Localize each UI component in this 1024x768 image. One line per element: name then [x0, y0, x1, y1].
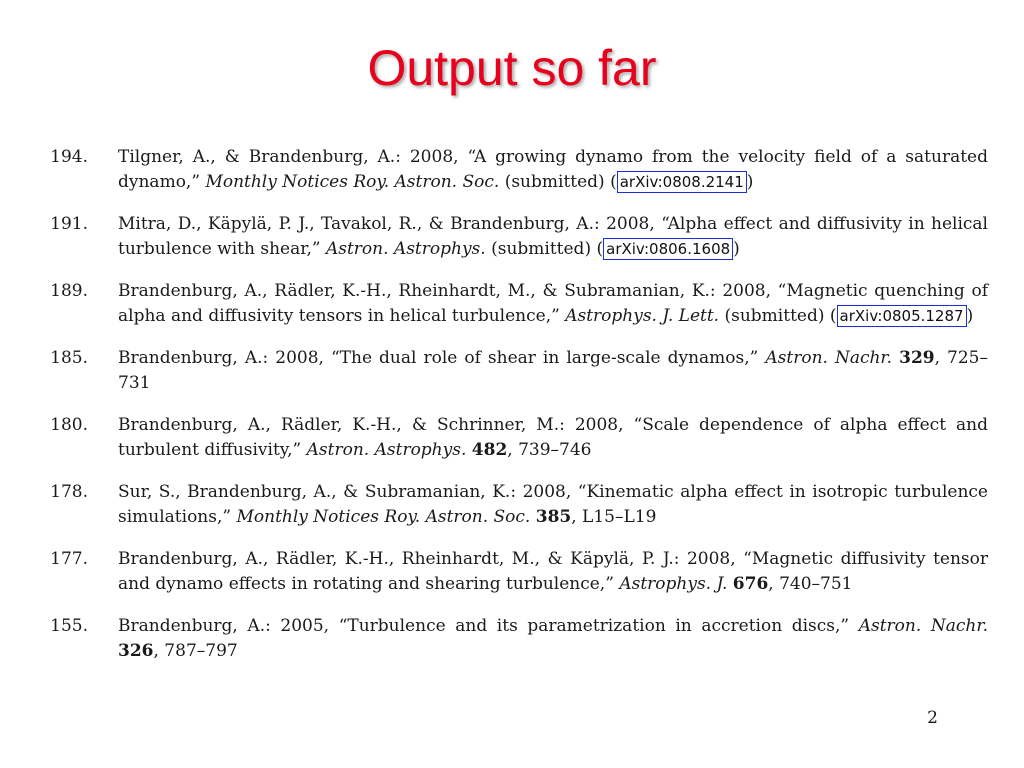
- reference-number: 191.: [50, 214, 88, 234]
- reference-number: 189.: [50, 281, 88, 301]
- reference-body: [88, 480, 988, 530]
- reference-title: “Magnetic diffusivity tensor and dynamo effects in rotating and shearing turbulence,”: [118, 549, 989, 594]
- reference-title: “Alpha effect and diffusivity in helical turbulence with shear,”: [118, 214, 988, 259]
- slide-title: Output so far: [367, 40, 657, 96]
- reference-authors: Brandenburg, A.: 2005,: [118, 616, 339, 636]
- reference-volume: 326: [118, 641, 154, 661]
- reference-number: 178.: [50, 482, 88, 502]
- reference-authors: Sur, S., Brandenburg, A., & Subramanian, K.: 2008,: [118, 482, 578, 502]
- reference-volume: 329: [899, 348, 935, 368]
- reference-item: [30, 614, 988, 664]
- arxiv-link[interactable]: arXiv:0805.1287: [837, 305, 967, 327]
- reference-journal: Astron. Nachr.: [765, 348, 893, 368]
- reference-journal: Astrophys. J.: [619, 574, 728, 594]
- reference-pages: , 787–797: [153, 641, 238, 661]
- reference-number: 177.: [50, 549, 88, 569]
- reference-volume: 482: [471, 440, 508, 460]
- reference-volume: 385: [535, 507, 572, 527]
- reference-journal: Monthly Notices Roy. Astron. Soc.: [236, 507, 531, 527]
- reference-journal: Astron. Astrophys.: [325, 239, 486, 259]
- reference-item: [30, 346, 988, 396]
- reference-authors: Mitra, D., Käpylä, P. J., Tavakol, R., & Brandenburg, A.: 2008,: [118, 214, 662, 234]
- reference-journal: Astrophys. J. Lett.: [565, 306, 720, 326]
- reference-title: “Turbulence and its parametrization in accretion discs,”: [338, 616, 859, 636]
- reference-tail: ): [746, 172, 754, 192]
- reference-journal: Astron. Nachr.: [858, 616, 988, 636]
- reference-number: 180.: [50, 415, 88, 435]
- reference-item: [30, 547, 988, 597]
- reference-list: [30, 145, 988, 681]
- reference-pages: , L15–L19: [571, 507, 657, 527]
- reference-status: (submitted) (: [499, 172, 617, 192]
- reference-body: [88, 145, 988, 195]
- reference-pages: , 739–746: [507, 440, 592, 460]
- reference-item: [30, 413, 988, 463]
- reference-status: (submitted) (: [485, 239, 604, 259]
- reference-item: [30, 145, 988, 195]
- reference-number: 185.: [50, 348, 88, 368]
- reference-tail: ): [966, 306, 974, 326]
- reference-title: “Magnetic quenching of alpha and diffusivity tensors in helical turbulence,”: [118, 281, 989, 326]
- reference-body: [88, 614, 988, 664]
- reference-title: “Kinematic alpha effect in isotropic turbulence simulations,”: [118, 482, 988, 527]
- reference-number: 155.: [50, 616, 88, 636]
- reference-body: [88, 279, 988, 329]
- reference-authors: Brandenburg, A., Rädler, K.-H., & Schrinner, M.: 2008,: [118, 415, 634, 435]
- reference-pages: , 725–731: [118, 348, 988, 393]
- reference-status: (submitted) (: [719, 306, 837, 326]
- reference-body: [88, 212, 988, 262]
- reference-body: [88, 413, 988, 463]
- reference-title: “A growing dynamo from the velocity field of a saturated dynamo,”: [118, 147, 988, 192]
- reference-authors: Brandenburg, A., Rädler, K.-H., Rheinhardt, M., & Käpylä, P. J.: 2008,: [118, 549, 744, 569]
- reference-item: [30, 212, 988, 262]
- reference-item: [30, 279, 988, 329]
- reference-authors: Tilgner, A., & Brandenburg, A.: 2008,: [118, 147, 468, 167]
- reference-volume: 676: [732, 574, 769, 594]
- page-number: 2: [927, 708, 938, 728]
- arxiv-link[interactable]: arXiv:0806.1608: [603, 238, 733, 260]
- reference-title: “Scale dependence of alpha effect and turbulent diffusivity,”: [118, 415, 989, 460]
- reference-tail: ): [733, 239, 740, 259]
- reference-title: “The dual role of shear in large-scale dynamos,”: [330, 348, 766, 368]
- reference-journal: Astron. Astrophys.: [306, 440, 467, 460]
- reference-pages: , 740–751: [768, 574, 853, 594]
- reference-journal: Monthly Notices Roy. Astron. Soc.: [205, 172, 500, 192]
- reference-item: [30, 480, 988, 530]
- reference-authors: Brandenburg, A., Rädler, K.-H., Rheinhardt, M., & Subramanian, K.: 2008,: [118, 281, 778, 301]
- reference-body: [88, 547, 988, 597]
- reference-authors: Brandenburg, A.: 2008,: [118, 348, 331, 368]
- reference-body: [88, 346, 988, 396]
- reference-number: 194.: [50, 147, 88, 167]
- arxiv-link[interactable]: arXiv:0808.2141: [617, 171, 747, 193]
